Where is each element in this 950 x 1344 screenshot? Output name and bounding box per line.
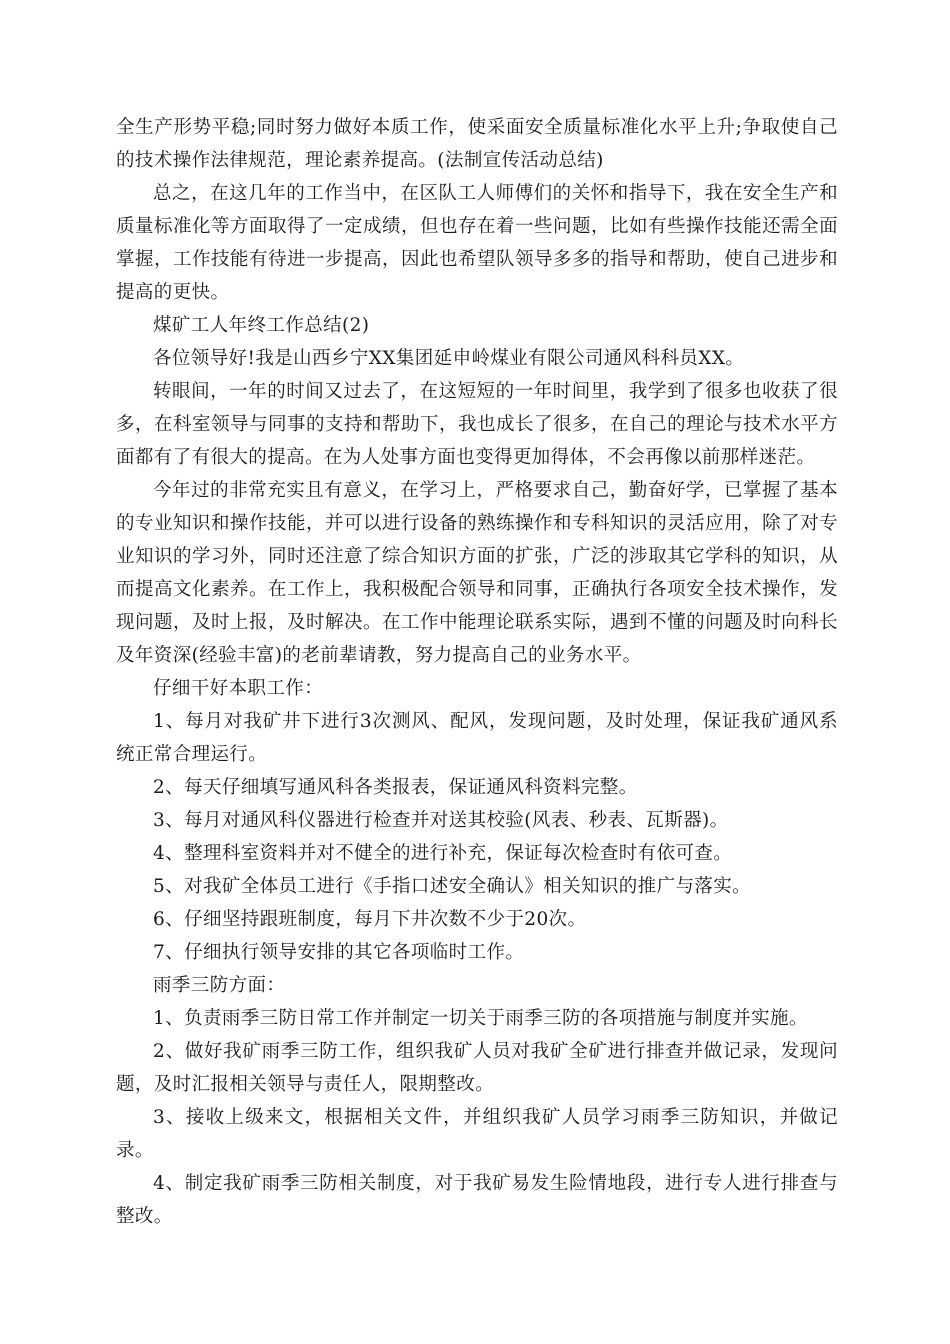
list-item: 6、仔细坚持跟班制度，每月下井次数不少于20次。: [153, 909, 587, 930]
paragraph: 转眼间，一年的时间又过去了，在这短短的一年时间里，我学到了很多也收获了很多，在科室领导与同事的支持和帮助下，我也成长了很多，在自己的理论与技术水平方面都有了有很大的提高。在为人处事方面也变得更加得体，不会再像以前那样迷茫。: [116, 381, 838, 468]
section-heading: 煤矿工人年终工作总结(2): [153, 315, 370, 336]
list-item: 1、负责雨季三防日常工作并制定一切关于雨季三防的各项措施与制度并实施。: [153, 1008, 808, 1029]
list-item: 5、对我矿全体员工进行《手指口述安全确认》相关知识的推广与落实。: [153, 876, 752, 897]
list-item: 4、制定我矿雨季三防相关制度，对于我矿易发生险情地段，进行专人进行排查与整改。: [116, 1173, 838, 1227]
paragraph: 总之，在这几年的工作当中，在区队工人师傅们的关怀和指导下，我在安全生产和质量标准化等方面取得了一定成绩，但也存在着一些问题，比如有些操作技能还需全面掌握，工作技能有待进一步提高，因此也希望队领导多多的指导和帮助，使自己进步和提高的更快。: [116, 183, 838, 303]
list-item: 2、做好我矿雨季三防工作，组织我矿人员对我矿全矿进行排查并做记录，发现问题，及时汇报相关领导与责任人，限期整改。: [116, 1041, 838, 1095]
subsection-heading: 雨季三防方面：: [153, 975, 286, 996]
document-page: [116, 111, 838, 1233]
list-item: 3、每月对通风科仪器进行检查并对送其校验(风表、秒表、瓦斯器)。: [153, 810, 729, 831]
paragraph: 各位领导好!我是山西乡宁XX集团延申岭煤业有限公司通风科科员XX。: [153, 348, 745, 369]
list-item: 1、每月对我矿井下进行3次测风、配风，发现问题，及时处理，保证我矿通风系统正常合理运行。: [116, 711, 838, 765]
paragraph: 今年过的非常充实且有意义，在学习上，严格要求自己，勤奋好学，已掌握了基本的专业知识和操作技能，并可以进行设备的熟练操作和专科知识的灵活应用，除了对专业知识的学习外，同时还注意了综合知识方面的扩张，广泛的涉取其它学科的知识，从而提高文化素养。在工作上，我积极配合领导和同事，正确执行各项安全技术操作，发现问题，及时上报，及时解决。在工作中能理论联系实际，遇到不懂的问题及时向科长及年资深(经验丰富)的老前辈请教，努力提高自己的业务水平。: [116, 480, 838, 666]
list-item: 3、接收上级来文，根据相关文件，并组织我矿人员学习雨季三防知识，并做记录。: [116, 1107, 838, 1161]
list-item: 4、整理科室资料并对不健全的进行补充，保证每次检查时有依可查。: [153, 843, 733, 864]
paragraph: 全生产形势平稳;同时努力做好本质工作，使采面安全质量标准化水平上升;争取使自己的技术操作法律规范，理论素养提高。(法制宣传活动总结): [116, 117, 838, 171]
list-item: 7、仔细执行领导安排的其它各项临时工作。: [153, 942, 525, 963]
list-item: 2、每天仔细填写通风科各类报表，保证通风科资料完整。: [153, 777, 638, 798]
subsection-heading: 仔细干好本职工作：: [153, 678, 324, 699]
